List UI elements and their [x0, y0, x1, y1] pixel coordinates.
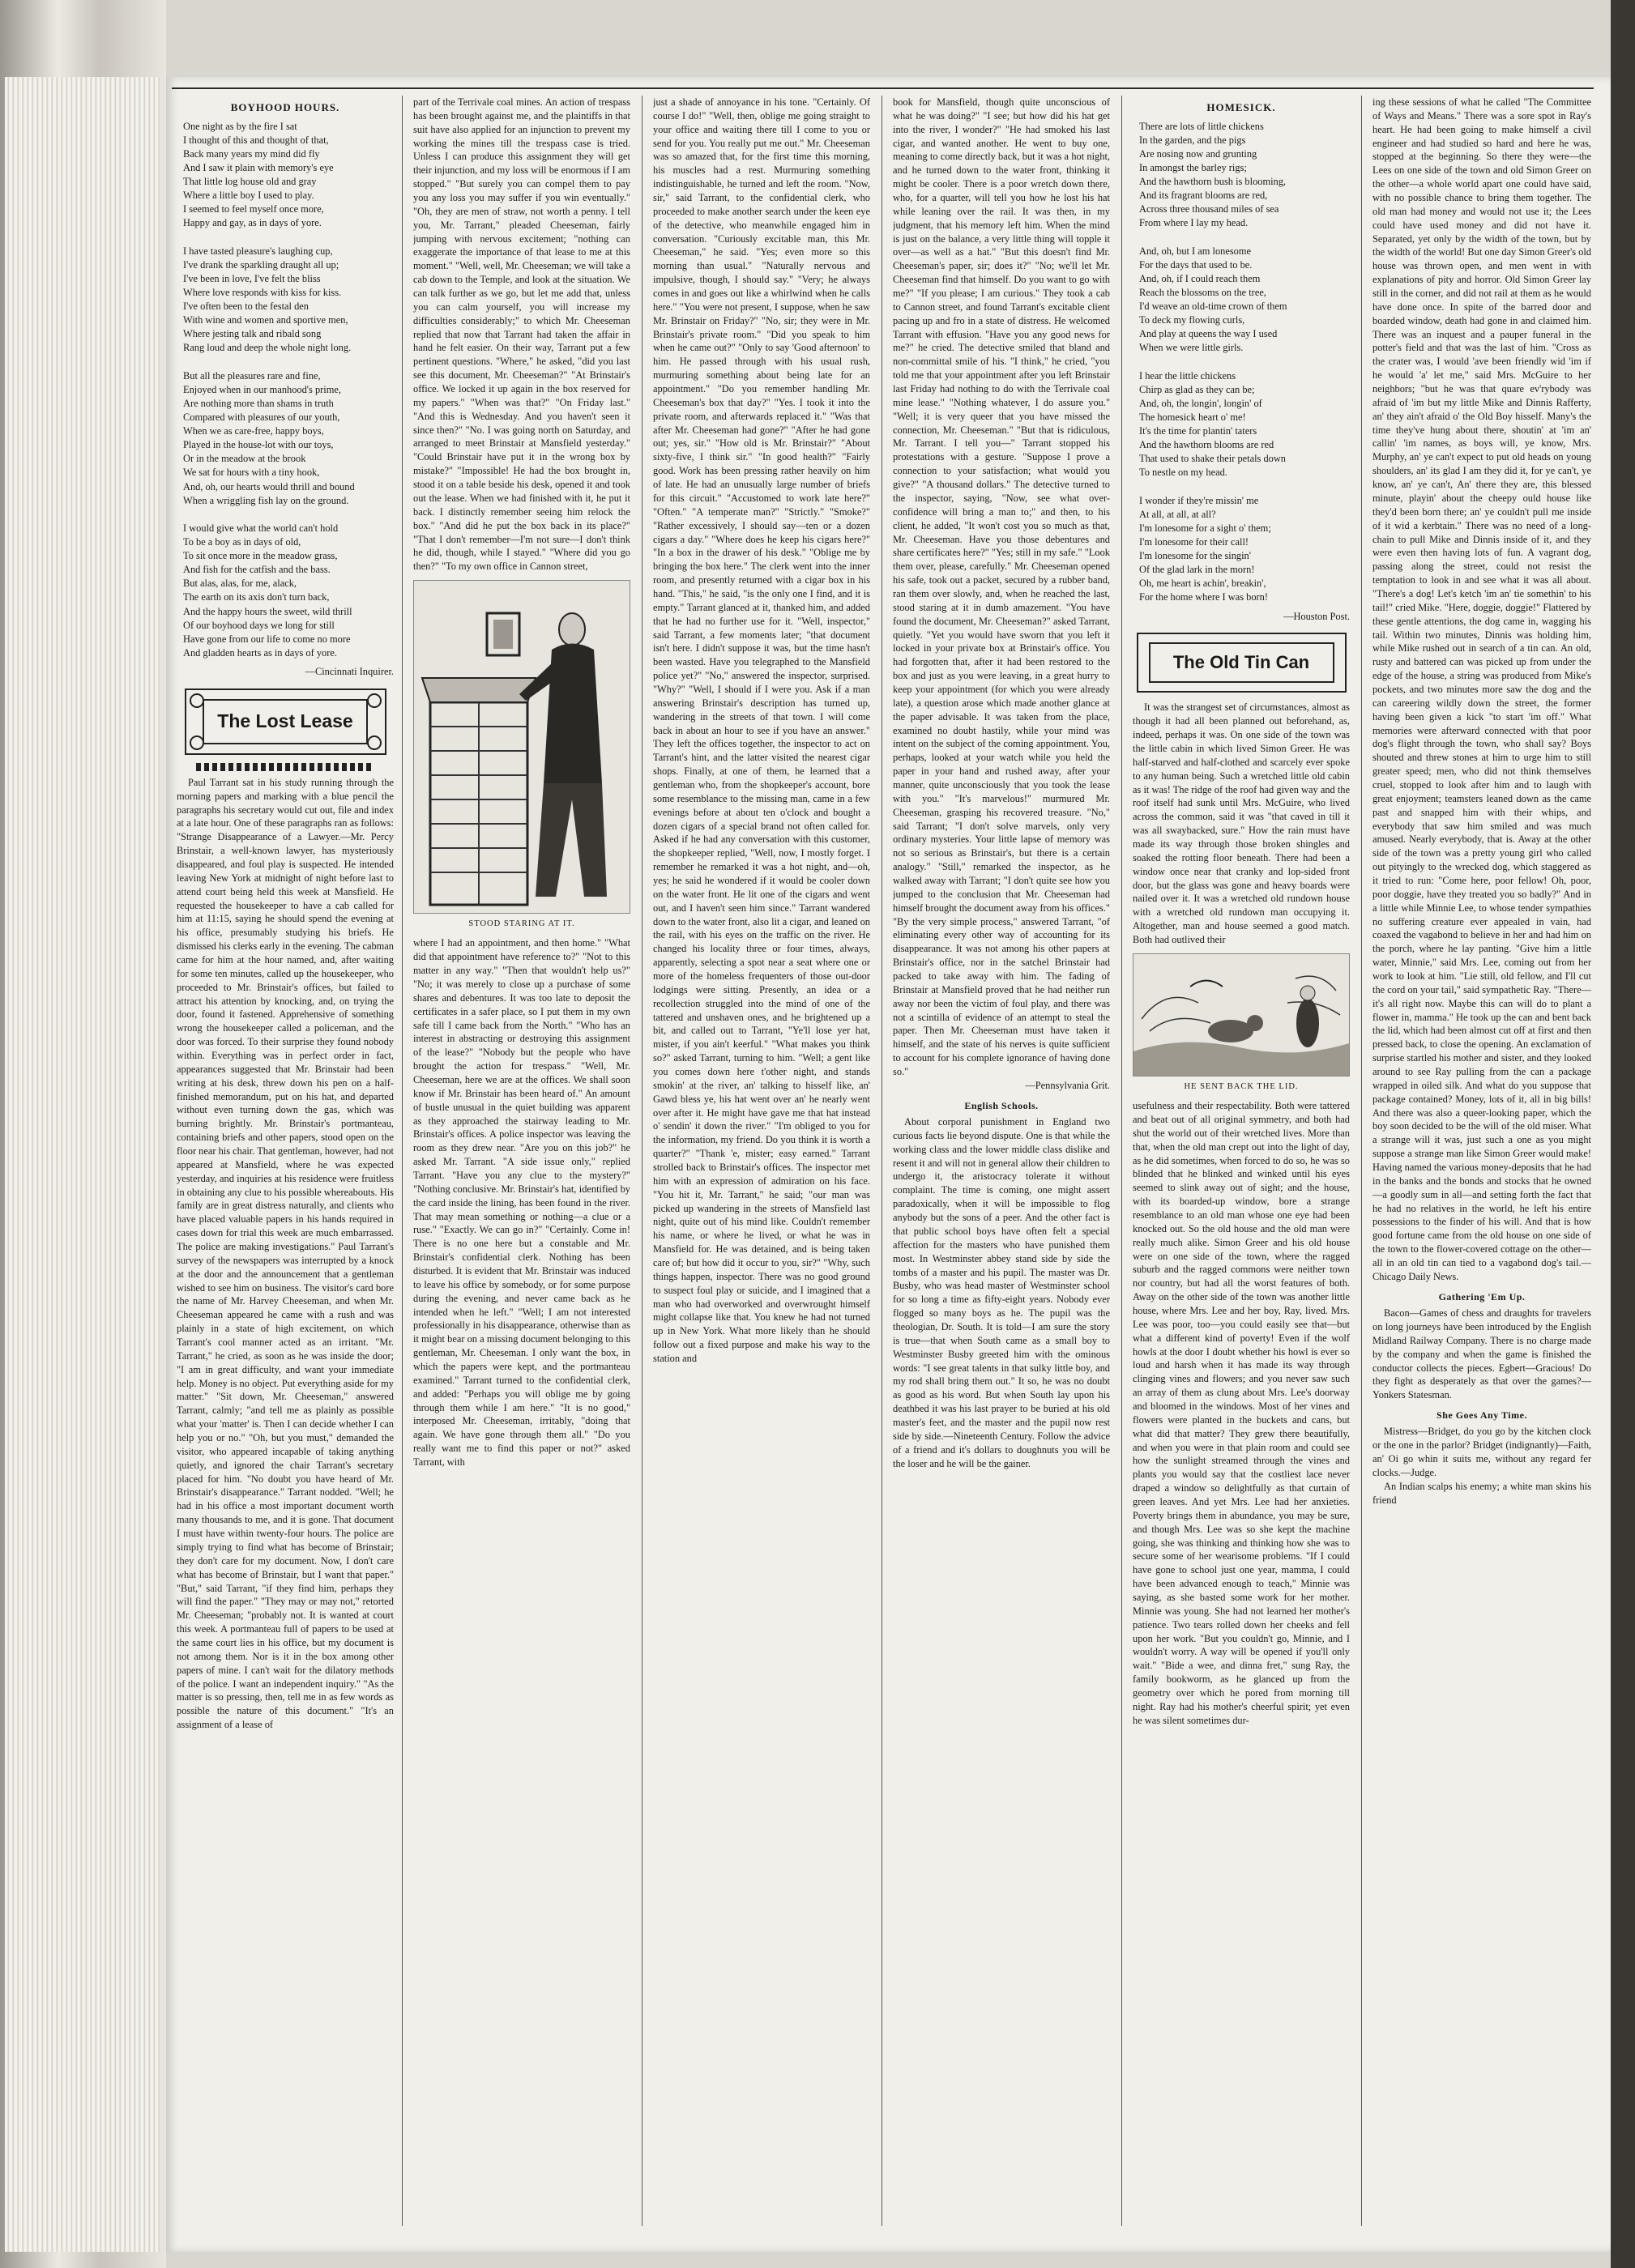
page-stack-edge — [5, 77, 160, 2252]
column-1 — [177, 96, 394, 2234]
corner-ornament — [190, 735, 204, 750]
poem-source: —Cincinnati Inquirer. — [305, 665, 394, 677]
filler-text: Bacon—Games of chess and draughts for travelers on long journeys have been introduced by the English Midland Railway Company. There is no charge made by the company and when the game is finished the conductor collects the pieces. Egbert—Gracious! Do they fight as desperately as that over the games?—Yonkers Statesman. — [1372, 1307, 1591, 1401]
story-title-box — [1137, 633, 1347, 693]
poem-text: There are lots of little chickens In the garden, and the pigs Are nosing now and grunting In amongst the barley rigs; And the hawthorn bush is blooming, And its fragrant blooms are red, Across three thousand miles of sea From where I lay my head. And, oh, but I am lonesome For the days that used to be. And, oh, if I could reach them Reach the blossoms on the tree, I'd weave an old-time crown of them To deck my flowing curls, And play at queens the way I used When we were little girls. I hear the little chickens Chirp as glad as they can be; And, oh, the longin', longin' of The homesick heart o' me! It's the time for plantin' taters And the hawthorn blooms are red That used to shake their petals down To nestle on my head. I wonder if they're missin' me At all, at all, at all? I'm lonesome for a sight o' them; I'm lonesome for their call! I'm lonesome for the singin' Of the glad lark in the morn! Oh, me heart is achin', breakin', For the home where I was born! — [1139, 120, 1287, 603]
illustration — [1133, 953, 1350, 1076]
column-3 — [653, 96, 870, 2234]
column-2 — [413, 96, 630, 2234]
corner-ornament — [367, 693, 382, 708]
illustration-caption: STOOD STARING AT IT. — [468, 919, 575, 929]
poem-title: BOYHOOD HOURS. — [230, 101, 340, 113]
dog-and-children-illustration — [1133, 954, 1349, 1076]
title-ornament — [196, 763, 374, 771]
story-text: ing these sessions of what he called "The Committee of Ways and Means." There was a sore spot in Ray's heart. He had been going to make himself a civil engineer and had studied so hard and here he was, stopped at the beginning. So there they were—the Lees on one side of the town and old Simon Greer on the other—a whole world apart one could have said, with no possible chance to bring them together. The old man had money and would not use it; the Lees could have used money and did not have it. Separated, yet only by the width of the town, but by the width of the world! But one day Simon Greer's old house was thrown open, and men went in with explanations of pity and horror. Old Simon Greer lay still in the corner, and did not rail at them as he would have done once. In spite of the barred door and boarded window, death had gone in and claimed him. There was an inquest and a pauper funeral in the potter's field and that was the last of him. "Cross as the crater was, I would 'ave been friendly wid 'im if he would 'a' let me," said Mrs. McGuire to her neighbors; "but he was that quare ev'rybody was afraid of 'im but my little Mike and Dinnis Rafferty, an' they ain't afraid o' the Old Boy hisself. Many's the time they've hung about there, shoutin' at 'im an' callin' 'im names, as boys will, ye know, Mrs. Murphy, an' ye can't expect to put old heads on young shoulders, an' its glad I am they did it, for ye can't, ye know, an' ye can't, An' there they are, this blessed minute, playin' about the cheepy ould house like they'd been born there; an' ye couldn't pull me inside of it wid a kerbtain." There was no need of a long-chain to pull Mike and Dinnis inside of it, and they were even then having lots of fun. A vagrant dog, passing along the street, could not resist the temptation to look in and see what it was all about. "There's a dog! Let's ketch 'im an' tie somethin' to his tail!" cried Mike. "Here, doggie, doggie!" Flattered by these gentle attentions, the dog came in, wagging his tail. Within two minutes, Dinnis was holding him, while Mike rushed out in search of a tin can. An old, rusty and battered can was picked up from under the edge of the house, a string was produced from Mike's pockets, and two minutes more saw the dog and the can careering wildly down the street, the former having been given a kick "to start 'im off." What memories were afterward connected with that poor dog's flight through the town, who shall say? Boys shouted and threw stones at him to urge him to still greater speed; men, who did not think themselves cruel, stopped to look after him and to laugh with great enjoyment; teamsters leaned down as the came past and snapped him with their whips, and everybody that saw him smiled and was much amused. Nearly everybody, that is. Away at the other side of the town was a pretty young girl who called out pityingly to the wrecked dog, which staggered as it tried to run: "Come here, poor fellow! Oh, poor, poor doggie, have they treated you so badly?" And in a little while Minnie Lee, to whose tender sympathies no suffering creature ever appealed in vain, had coaxed the vagabond to believe in her and had him on the porch, where he lay panting. "Give him a little water, Minnie," said Mrs. Lee, coming out from her work to look at him. "Lie still, old fellow, and I'll cut the cord on your tail," said sympathetic Ray. "There—it's all right now. Maybe this can will do to plant a flower in, mamma." He took up the can and bent back the lid, which had been almost cut off at first and then pressed back, to close the opening. An exclamation of surprise startled his mother and sister, and they looked around to see Ray pulling from the can a package wrapped in oiled silk. And what do you suppose that package contained? Money, lots of it, all in big bills! And there was also a queer-looking paper, which the boy soon decided to be the will of the old miser. What a strange will it was, just such a one as you might suppose a strange man like Simon Greer would make! Having named the various money-deposits that he had in the banks and the bonds and stocks that he owned—a goodly sum in all—and setting forth the fact that he had no relatives in the world, he left his entire possessions to the finder of his will. And that is how good fortune came from the old house on one side of the town to the flower-covered cottage on the other—all in an old tin can tied to a vagabond dog's tail.—Chicago Daily News. — [1372, 96, 1591, 1282]
story-title: The Lost Lease — [203, 699, 368, 744]
corner-ornament — [367, 735, 382, 750]
corner-ornament — [190, 693, 204, 708]
man-at-cabinet-illustration — [414, 581, 630, 913]
story-text: just a shade of annoyance in his tone. "Certainly. Of course I do!" "Well, then, oblige me going straight to your office and waiting there till I come to you or send for you. You really put me out." Mr. Cheeseman was so amazed that, for the first time this morning, his muscles had a rest. Murmuring something indistinguishable, he turned and left the room. "Now, sir," said Tarrant, to the confidential clerk, who proceeded to make another search under the keen eye of the detective, who meanwhile engaged him in conversation. "Curiously excitable man, this Mr. Cheeseman," he said. "Yes; even more so this morning than usual." "Naturally nervous and impulsive, though, I should say." "Very; he always comes in and goes out like a whirlwind when he calls here." "You were not present, I suppose, when he saw Mr. Brinstair on Friday?" "No, sir; they were in Mr. Brinstair's private room." "Did you speak to him when he came out?" "Only to say 'Good afternoon' to him. He passed through with his usual rush, murmuring something about being late for an appointment." "Do you remember handling Mr. Cheeseman's box that day?" "Yes. I took it into the private room, and afterwards replaced it." "Was that after Mr. Cheeseman had gone?" "After he had gone out; yes, sir." "How old is Mr. Brinstair?" "About sixty-five, I think sir." "In good health?" "Fairly good. Work has been pressing rather heavily on him of late. He had an unusually large number of briefs for this circuit." "Accustomed to work late here?" "Often." "A temperate man?" "Strictly." "Smoke?" "Rather excessively, I should say—ten or a dozen cigars a day." "Where does he keep his cigars here?" "In a box in the drawer of his desk." "Oblige me by bringing the box here." The clerk went into the inner room, and presently returned with a cigar box in his hand. "This," he said, "is the only one I find, and it is empty." Tarrant glanced at it, thanked him, and added that he had no further use for it. "Well, inspector," said Tarrant, a few moments later; "that document isn't here. I didn't suppose it was, but the time hasn't been wasted. Have you telegraphed to the Mansfield police yet?" "No," answered the inspector, surprised. "Why?" "Well, I should if I were you. Ask if a man answering Brinstair's description has turned up, wandering in the streets of that town. I will come back in about an hour to see if you have an answer." They left the offices together, the inspector to act on Tarrant's hint, and the latter visited the nearest cigar shops. Finally, at one of them, he learned that a gentleman who, from the shopkeeper's account, bore some resemblance to the missing man, came in a few evenings before at about ten o'clock and bought a dozen cigars of a special brand not often called for. Asked if he had any conversation with this customer, the shopkeeper replied, "Well, now, I mostly forget. I remember he remarked it was a hot night, and—oh, yes; he said he wondered if it would be cooler down on the water front. He lit one of the cigars and went out, and I haven't seen him since." Tarrant wandered down to the water front, also lit a cigar, and leaned on the rail, with his eyes on the traffic on the river. He changed his locality three or four times, always, apparently, selecting a spot near a seat where one or more of the homeless frequenters of those out-door lodgings were sitting. Presently, an idea or a recollection struggled into the mind of one of the tattered and unshaven ones, and he brightened up a bit, and called out to Tarrant, "Ye'll lose yer hat, mister, if you ain't keerful." "What makes you think so?" asked Tarrant, turning to him. "Well; a gent like you comes down here t'other night, and stands smokin' at the river, an' talking to hisself like, an' Gawd bless ye, his hat went over an' he nearly went over after it. He might have gave me that hat instead o' sendin' it down the river." "I'm obliged to you for the information, my friend. Do you think it is worth a quarter?" "Thank 'e, mister; easy earned." Tarrant strolled back to Brinstair's offices. The inspector met him with an expression of admiration on his face. "You hit it, Mr. Tarrant," he said; "our man was picked up wandering in the streets of Mansfield last night, quite out of his mind like. Couldn't remember his name, or where he lived, or what he was in Mansfield for. He was detained, and is being taken care of; but how did it occur to you, sir?" "Why, such things happen, inspector. There was no good ground to suspect foul play or suicide, and I imagined that a man who had overworked and overwrought himself might collapse like that. You knew he had not turned up in New York. What more likely than he should follow out a fixed purpose and make his way to the station and — [653, 96, 870, 1365]
illustration-caption: HE SENT BACK THE LID. — [1184, 1081, 1299, 1091]
illustration — [413, 580, 630, 914]
story-text: usefulness and their respectability. Both were tattered and beat out of all original symmetry, and both had shut the world out of their wretched lives. More than that, when the old man crept out into the light of day, as he did sometimes, when forced to do so, he was so blinded that he blinked and winked until his eyes seemed to slink away out of sight; and the house, with its boarded-up window, bore a strange resemblance to an old man whose one eye had been knocked out. So the old house and the old man were really much alike. Simon Greer and his old house were on one side of the town, where the ragged suburb and the ragged commons were neither town nor country, but had all the worst features of both. Away on the other side of the town was another little house, where Mrs. Lee and her boy, Ray, lived. Mrs. Lee was poor, too—you could easily see that—but what a different kind of poverty! Even if the wolf howls at the door I doubt whether his howl is ever so loud and harsh when it has made its way through clinging vines and flowers; and you never saw such an array of them as clung about Mrs. Lee's doorway and bloomed in the windows. Most of her vines and flowers were planted in the buckets and cans, but what did that matter? They grew there beautifully, and when you were in that plain room and could see how the sunlight streamed through the vines and plants you would say that the costliest lace never draped a window so delightfully as that curtain of green leaves. And yet Mrs. Lee had her anxieties. Poverty brings them in abundance, you may be sure, and though Mrs. Lee was so she kept the machine going, she was thinking and thinking how she was to secure some of her wearisome problems. "If I could have gone to school just one year, mamma, I could have been advanced enough to teach," Minnie was saying, as she basted some work for her mother. Minnie was young. She had not learned her mother's patience. Two tears rolled down her cheeks and fell upon her work. "But you couldn't go, Minnie, and I wouldn't worry. A way will be opened if you'll only wait." "Bide a wee, and dinna fret," sung Ray, the family bookworm, as he glanced up from the geometry over which he pored from morning till night. Ray had his mother's cheerful spirit; yet even he was silent sometimes dur- — [1133, 1100, 1350, 1726]
story-text: Paul Tarrant sat in his study running through the morning papers and marking with a blue pencil the paragraphs his secretary would cut out, file and index at a late hour. One of these paragraphs ran as follows: "Strange Disappearance of a Lawyer.—Mr. Percy Brinstair, a well-known lawyer, has mysteriously disappeared, and foul play is suspected. He intended leaving New York at midnight of night before last to attend court being held this week at Mansfield. He requested the housekeeper to have a cab called for him at 11:15, saying he should spend the evening at his office, presumably studying his briefs. He dismissed his clerks early in the evening. The cabman came for him at the hour named, and, after waiting for some ten minutes, called up the housekeeper, who proceeded to Mr. Brinstair's offices, but failed to attract his attention by knocking, and, on trying the door, found it fastened. Apprehensive of something wrong the housekeeper called a policeman, and the door was forced. To their surprise they found nobody within. Everything was in perfect order in fact, appearances suggested that Mr. Brinstair had been writing at his desk, threw down his pen on a half-finished memorandum, put on his hat, and departed without even turning down the gas, which was burning brightly. Mr. Brinstair's portmanteau, containing briefs and other papers, stood open on the floor near his chair. That gentleman, however, had not appeared at Mansfield, where he was expected yesterday, and inquiries at his residence were fruitless in obtaining any clue to his possible whereabouts. His family are in great distress naturally, and clients who have placed valuable papers in his hands required in cases down for trial this week are much embarrassed. The police are making investigations." Paul Tarrant's survey of the newspapers was interrupted by a knock at the door and the announcement that a gentleman wished to see him on business. The visitor's card bore the name of Mr. Harvey Cheeseman, and when Mr. Cheeseman appeared he came with a rush and was plainly in a state of high excitement, on which Tarrant's cool manner acted as an irritant. "Mr. Tarrant," he cried, as soon as he was inside the door; "I am in great difficulty, and want your immediate help. Money is no object. Put everything aside for my matter." "Sit down, Mr. Cheeseman," answered Tarrant, calmly; "and tell me as plainly as possible what your 'matter' is. Then I can decide whether I can help you or no." "Oh, but you must," demanded the visitor, who appeared incapable of taking anything quietly, and ignored the chair Tarrant's secretary placed for him. "No doubt you have heard of Mr. Brinstair's disappearance." Tarrant nodded. "Well; he had in his office a most important document worth many thousands to me, and it is gone. That document I must have within twenty-four hours. The police are simply trying to find what has become of Brinstair; they don't care for my document. Now, I don't care what has become of Brinstair, but I want that paper." "But," said Tarrant, "if they find him, perhaps they will find the paper." "They may or may not," retorted Mr. Cheeseman; "probably not. It is wanted at court this week. A portmanteau full of papers to be used at the same court lies in his office, but my document is not among them. Nor is it in the box among other papers of mine. I can't wait for the dilatory methods of the police. I want an independent inquiry." "As the matter is so pressing, then, tell me in as few words as possible the nature of this document." "It's an assignment of a lease of — [177, 776, 394, 1731]
right-shadow — [1611, 0, 1635, 2268]
page-top-rule — [172, 87, 1594, 89]
story-text: book for Mansfield, though quite unconscious of what he was doing?" "I see; but how did his hat get into the river, I wonder?" "He had smoked his last cigar, and wanted another. He went to buy one, meaning to come directly back, but it was a hot night, and he turned down to the water front, thinking it might be cooler. There is a poor wretch down there, who, for a quarter, will tell you how he lost his hat while leaning over the rail. It was then, in my judgment, that his memory left him. When the mind is just on the balance, a very little thing will topple it over—as well as a hat." "But this doesn't find Mr. Cheeseman's paper, sir; does it?" "No; we'll let Mr. Cheeseman find that himself. Do you want to go with me?" "If you please; I am curious." They took a cab to Cannon street, and found Tarrant's excitable client pacing up and fro in a state of distress. He welcomed Tarrant with effusion. "Have you any good news for me?" he cried. The detective smiled that bland and non-committal smile of his. "I think," he cried, "you told me that your appointment after you left Brinstair last Friday had nothing to do with the Terrivale coal mine lease." "Nothing whatever, I do assure you." "Well; it is very queer that you have missed the connection, Mr. Cheeseman." "But that is ridiculous, Mr. Tarrant. I tell you—" Tarrant stopped his protestations with a gesture. "Suppose I prove a connection to your satisfaction; what would you give?" "A thousand dollars." The detective turned to the inspector, saying, "Now, see what over-confidence will bring a man to;" and then, to his client, he added, "It won't cost you so much as that, Mr. Cheeseman. Have you those debentures and share certificates here?" "Yes; still in my safe." "Look them over, please, carefully." Mr. Cheeseman opened his safe, took out a packet, secured by a rubber band, ran them over slowly, and, when he reached the last, stood staring at it in dumb amazement. "You have found the document, Mr. Cheeseman?" asked Tarrant, quietly. "Yet you would have sworn that you left it locked in your private box at Brinstair's office. You had forgotten that, after it had been restored to the box and just as you were leaving, in a great hurry to keep your appointment (for which you were already late), a question arose which made another glance at the paper advisable. It was taken from the place, examined no doubt hastily, while your mind was intent on the subject of the coming appointment. You, perhaps, looked at your watch while you held the paper in your hand and rushed away, after your manner, quite unconsciously that you took the lease with you." "It's marvelous!" murmured Mr. Cheeseman, grasping his recovered treasure. "No," said Tarrant; "I don't solve marvels, only very ordinary mysteries. Your little lapse of memory was not so serious as Brinstair's, but there is a certain analogy." "Still," remarked the inspector, as he walked away with Tarrant; "I don't quite see how you jumped to the conclusion that Mr. Cheeseman had himself brought the document away from his offices." "By the very simple process," answered Tarrant, "of eliminating every other way of accounting for its disappearance. It was not among his other papers at Brinstair's office, nor in the satchel Brinstair had packed to take away with him. The fading of Brinstair at Mansfield proved that he had neither run away nor been the victim of foul play, and there was not a scintilla of evidence of an attempt to steal the paper. Then Mr. Cheeseman must have taken it himself, and the state of his nerves is quite sufficient to account for his complete ignorance of having done so." — [893, 96, 1110, 1078]
story-text: where I had an appointment, and then home." "What did that appointment have reference to?" "Not to this matter in any way." "Then that wouldn't help us?" "No; it was merely to close up a purchase of some shares and debentures. It was too late to deposit the certificates in a safer place, so I put them in my own safe till I came back from the North." "Who has an interest in abstracting or destroying this assignment of the lease?" "Nobody but the people who have brought the action for trespass." "Well, Mr. Cheeseman, here we are at the offices. We shall soon know if Mr. Brinstair has been heard of." An amount of bustle unusual in the quiet building was apparent as they approached the stairway leading to Mr. Brinstair's offices. A police inspector was leaving the room as they drew near. "Are you on this job?" he asked Mr. Tarrant. "A side issue only," replied Tarrant. "Have you any clue to the mystery?" "Nothing conclusive. Mr. Brinstair's hat, identified by the card inside the lining, has been found in the river. That may mean something or nothing—a clue or a ruse." "Exactly. We can go in?" "Certainly. Come in! There is no one here but a constable and Mr. Brinstair's confidential clerk. Nothing has been disturbed. It is evident that Mr. Brinstair was induced to leave his office by somebody, or for some purpose during the evening, and never came back as he intended when he left." "Well; I am not interested professionally in his disappearance, otherwise than as it might bear on a missing document belonging to this gentleman, Mr. Cheeseman. I only want the box, in which the papers were kept, and the portmanteau examined." Tarrant turned to the confidential clerk, and added: "Perhaps you will oblige me by going through them while I am here." "It is no good," interposed Mr. Cheeseman, irritably, "doing that again. We have gone through them all." "Do you really want me to find this paper or not?" asked Tarrant, with — [413, 937, 630, 1468]
column-5 — [1133, 96, 1350, 2234]
filler-title: She Goes Any Time. — [1436, 1409, 1527, 1422]
poem-source: —Houston Post. — [1283, 610, 1350, 622]
column-rule — [1361, 96, 1362, 2226]
column-rule — [1121, 96, 1122, 2226]
filler-text: An Indian scalps his enemy; a white man skins his friend — [1372, 1480, 1591, 1506]
story-source: —Pennsylvania Grit. — [1025, 1079, 1110, 1091]
filler-text: Mistress—Bridget, do you go by the kitchen clock or the one in the parlor? Bridget (indignantly)—Faith, an' Oi go whin it suits me, without any regard fer clocks.—Judge. — [1372, 1426, 1591, 1478]
article-title: English Schools. — [964, 1099, 1039, 1111]
poem-text: One night as by the fire I sat I thought of this and thought of that, Back many years my mind did fly And I saw it plain with memory's eye That little log house old and gray Where a little boy I used to play. I seemed to feel myself once more, Happy and gay, as in days of yore. I have tasted pleasure's laughing cup, I've drank the sparkling draught all up; I've been in love, I've felt the bliss Where love responds with kiss for kiss. I've often been to the festal den With wine and women and sportive men, Where jesting talk and ribald song Rang loud and deep the whole night long. But all the pleasures rare and fine, Enjoyed when in our manhood's prime, Are nothing more than shams in truth Compared with pleasures of our youth, When we as care-free, happy boys, Played in the house-lot with our toys, Or in the meadow at the brook We sat for hours with a tiny hook, And, oh, our hearts would thrill and bound When a wriggling fish lay on the ground. I would give what the world can't hold To be a boy as in days of old, To sit once more in the meadow grass, And fish for the catfish and the bass. But alas, alas, for me, alack, The earth on its axis don't turn back, And the happy hours the sweet, wild thrill Of our boyhood days we long for still Have gone from our life to come no more And gladden hearts as in days of yore. — [183, 120, 355, 659]
story-title: The Old Tin Can — [1149, 642, 1334, 683]
column-4 — [893, 96, 1110, 2234]
story-text: It was the strangest set of circumstances, almost as though it had all been planned out beforehand, as, indeed, perhaps it was. On one side of the town was the little cabin in which lived Simon Greer. He was half-starved and half-clothed and scarcely ever spoke to any human being. Such a wretched little old cabin as it was! The ridge of the roof had given way and the roof itself had sunk until Mrs. McGuire, who lived across the common, said it was "that caved in till it was all swaybacked, sure." How the rain must have made its way through those broken shingles and soaked the rotting floor beneath. There had been a window once near that cranky and lop-sided front door, but the glass was gone and heavy boards were nailed over it. It was a wretched old rundown house with a wretched old rundown man occupying it. Altogether, man and house seemed a good match. Both had outlived their — [1133, 701, 1350, 945]
filler-title: Gathering 'Em Up. — [1438, 1290, 1526, 1302]
column-6 — [1372, 96, 1591, 2234]
column-rule — [402, 96, 403, 2226]
article-text: About corporal punishment in England two curious facts lie beyond dispute. One is that while the working class and the lower middle class dislike and resent it and will not in general allow their children to undergo it, the aristocracy tolerate it without complaint. The time is coming, one might assert paradoxically, when it will be impossible to flog anybody but the sons of a peer. And the other fact is that public school boys have often felt a special affection for the masters who have punished them most. In Westminster abbey stand side by side the tombs of a master and his pupil. The master was Dr. Busby, who was head master of Westminster school for so long a time as fifty-eight years. Nobody ever flogged so many boys as he. The pupil was the theologian, Dr. South. It is told—I am sure the story is true—that when South came as a small boy to Westminster Busby greeted him with the ominous words: "I see great talents in that sulky little boy, and my rod shall bring them out." It so, he was no doubt as good as his word. But when South lay upon his deathbed it was his last prayer to be buried at his old master's feet, and the master and the pupil now rest side by side.—Nineteenth Century. Follow the advice of a friend and it's dollars to doughnuts you will be the loser and he will be the gainer. — [893, 1116, 1110, 1469]
poem-title: HOMESICK. — [1206, 101, 1276, 113]
story-text: part of the Terrivale coal mines. An action of trespass has been brought against me, and the plaintiffs in that suit have also applied for an injunction to prevent my working the mines till the trespass case is tried. Unless I can produce this assignment they will get their injunction, and my loss will be enormous if I am stopped." "But surely you can compel them to pay you any loss you may suffer if you win eventually." "Oh, they are men of straw, not worth a penny. I tell you, Mr. Tarrant," pleaded Cheeseman, fairly jumping with nervous excitement; "nothing can exaggerate the importance of that lease to me at this moment." "Well, well, Mr. Cheeseman; we will take a cab down to the Temple, and look at the situation. We can talk further as we go, but let me add that, unless you can calm yourself, you will increase my difficulties considerably;" to which Mr. Cheeseman replied that now that Tarrant had taken the affair in hand he felt easier. On their way, Tarrant put a few pertinent questions. "Where," he asked, "did you last see this document, Mr. Cheeseman?" "At Brinstair's office. We locked it up again in the box reserved for my papers." "When was that?" "On Friday last." "And this is Wednesday. And you haven't seen it since then?" "No. I was going north on Saturday, and arranged to meet Brinstair at Mansfield yesterday." "Could Brinstair have put it in the wrong box by mistake?" "Impossible! He had the box brought in, stood it on a table beside his desk, opened it and took out the lease. When we had finished with it, he put it back. I distinctly remember seeing him relock the box." "And did he put the box back in its place?" "That I don't remember—I'm not sure—I don't think he did, though, while I stayed." "Where did you go then?" "To my own office in Cannon street, — [413, 96, 630, 573]
story-title-box — [185, 688, 386, 755]
